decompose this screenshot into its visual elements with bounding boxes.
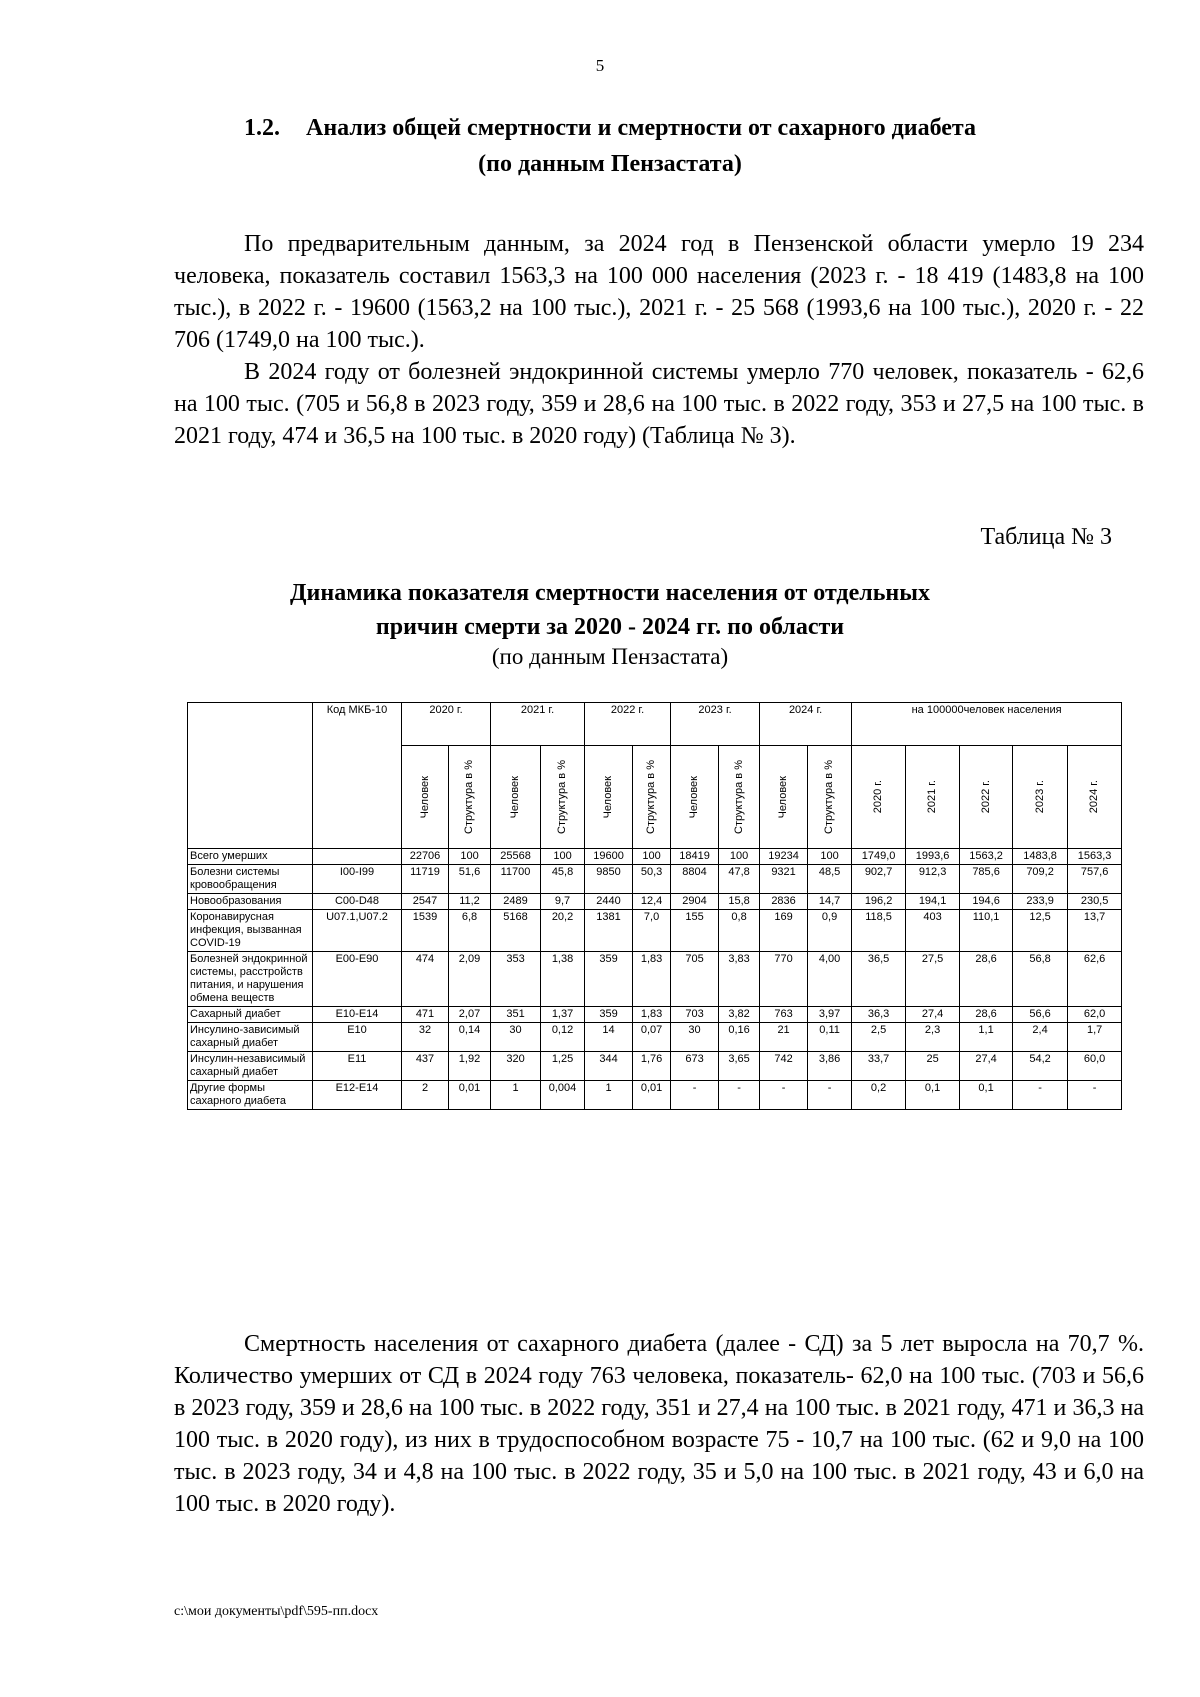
value-cell: 4,00	[808, 952, 852, 1007]
value-cell: 56,8	[1013, 952, 1068, 1007]
value-cell: 2836	[760, 894, 808, 910]
value-cell: 2,3	[906, 1023, 960, 1052]
value-cell: 1,25	[541, 1052, 585, 1081]
value-cell: 763	[760, 1007, 808, 1023]
value-cell: 0,12	[541, 1023, 585, 1052]
paragraph-text: В 2024 году от болезней эндокринной системы умерло 770 человек, показатель - 62,6 на 100 тыс. (705 и 56,8 в 2023 году, 359 и 28,6 на 100 тыс. в 2022 году, 353 и 27,5 на 100 тыс. в 2021 году, 474 и 36,5 на 100 тыс. в 2020 году) (Таблица № 3).	[174, 359, 1144, 449]
value-cell: 194,6	[960, 894, 1013, 910]
value-cell: 100	[449, 849, 491, 865]
paragraph-endocrine	[174, 356, 1144, 452]
value-cell: 54,2	[1013, 1052, 1068, 1081]
value-cell: 1563,3	[1068, 849, 1122, 865]
value-cell: 1,37	[541, 1007, 585, 1023]
value-cell: 47,8	[719, 865, 760, 894]
value-cell: 0,004	[541, 1081, 585, 1110]
value-cell: 48,5	[808, 865, 852, 894]
value-cell: 0,16	[719, 1023, 760, 1052]
table-row	[188, 952, 1122, 1007]
value-cell: 27,5	[906, 952, 960, 1007]
value-cell: 15,8	[719, 894, 760, 910]
table-title-line2: причин смерти за 2020 - 2024 гг. по области	[375, 614, 845, 640]
value-cell: 36,5	[852, 952, 906, 1007]
value-cell: 62,0	[1068, 1007, 1122, 1023]
table-title	[150, 576, 1070, 644]
value-cell: 1	[491, 1081, 541, 1110]
value-cell: 353	[491, 952, 541, 1007]
value-cell: 28,6	[960, 1007, 1013, 1023]
icd-code-cell: E11	[313, 1052, 402, 1081]
value-cell: 785,6	[960, 865, 1013, 894]
icd-code-cell: E10	[313, 1023, 402, 1052]
value-cell: 27,4	[960, 1052, 1013, 1081]
value-cell: 51,6	[449, 865, 491, 894]
value-cell: 19600	[585, 849, 633, 865]
value-cell: 1,83	[633, 1007, 671, 1023]
subheader-people: Человек	[671, 746, 719, 849]
value-cell: 3,65	[719, 1052, 760, 1081]
value-cell: 8804	[671, 865, 719, 894]
value-cell: 0,07	[633, 1023, 671, 1052]
value-cell: 2547	[402, 894, 449, 910]
cause-name-cell: Инсулин-независимый сахарный диабет	[188, 1052, 313, 1081]
value-cell: 36,3	[852, 1007, 906, 1023]
paragraph-text: Смертность населения от сахарного диабета (далее - СД) за 5 лет выросла на 70,7 %. Количество умерших от СД в 2024 году 763 человека, показатель- 62,0 на 100 тыс. (703 и 56,6 в 2023 году, 359 и 28,6 на 100 тыс. в 2022 году, 351 и 27,4 на 100 тыс. в 2021 году, 471 и 36,3 на 100 тыс. в 2020 году), из них в трудоспособном возрасте 75 - 10,7 на 100 тыс. (62 и 9,0 на 100 тыс. в 2023 году, 34 и 4,8 на 100 тыс. в 2022 году, 35 и 5,0 на 100 тыс. в 2021 году, 43 и 6,0 на 100 тыс. в 2020 году).	[174, 1331, 1144, 1517]
header-year: 2020 г.	[402, 703, 491, 746]
value-cell: 9321	[760, 865, 808, 894]
value-cell: 20,2	[541, 910, 585, 952]
value-cell: 45,8	[541, 865, 585, 894]
value-cell: 100	[808, 849, 852, 865]
value-cell: 21	[760, 1023, 808, 1052]
value-cell: 1749,0	[852, 849, 906, 865]
table-row	[188, 1023, 1122, 1052]
table-source: (по данным Пензастата)	[491, 644, 729, 669]
value-cell: 50,3	[633, 865, 671, 894]
subheader-rate-year: 2021 г.	[906, 746, 960, 849]
subheader-people: Человек	[491, 746, 541, 849]
value-cell: 11,2	[449, 894, 491, 910]
subheader-structure: Структура в %	[719, 746, 760, 849]
subheader-people: Человек	[585, 746, 633, 849]
value-cell: 194,1	[906, 894, 960, 910]
value-cell: 1,1	[960, 1023, 1013, 1052]
value-cell: 0,01	[633, 1081, 671, 1110]
value-cell: 9850	[585, 865, 633, 894]
mortality-table	[187, 702, 1122, 1110]
value-cell: 62,6	[1068, 952, 1122, 1007]
value-cell: 2,5	[852, 1023, 906, 1052]
value-cell: 11719	[402, 865, 449, 894]
value-cell: 709,2	[1013, 865, 1068, 894]
cause-name-cell: Болезни системы кровообращения	[188, 865, 313, 894]
value-cell: -	[760, 1081, 808, 1110]
icd-code-cell: C00-D48	[313, 894, 402, 910]
table-label: Таблица № 3	[980, 524, 1112, 550]
value-cell: 403	[906, 910, 960, 952]
table-row	[188, 894, 1122, 910]
value-cell: -	[671, 1081, 719, 1110]
value-cell: 0,11	[808, 1023, 852, 1052]
value-cell: 1,38	[541, 952, 585, 1007]
icd-code-cell: I00-I99	[313, 865, 402, 894]
section-title-line2: (по данным Пензастата)	[478, 151, 742, 177]
value-cell: -	[808, 1081, 852, 1110]
value-cell: 100	[541, 849, 585, 865]
value-cell: -	[719, 1081, 760, 1110]
header-year: 2024 г.	[760, 703, 852, 746]
value-cell: 11700	[491, 865, 541, 894]
header-year: 2021 г.	[491, 703, 585, 746]
table-row	[188, 849, 1122, 865]
value-cell: 60,0	[1068, 1052, 1122, 1081]
value-cell: 14	[585, 1023, 633, 1052]
value-cell: 1381	[585, 910, 633, 952]
value-cell: 12,5	[1013, 910, 1068, 952]
value-cell: 25568	[491, 849, 541, 865]
icd-code-cell	[313, 849, 402, 865]
value-cell: 3,86	[808, 1052, 852, 1081]
table-row	[188, 865, 1122, 894]
footer-file-path: c:\мои документы\pdf\595-пп.docx	[174, 1604, 379, 1619]
value-cell: 1	[585, 1081, 633, 1110]
subheader-people: Человек	[402, 746, 449, 849]
value-cell: 5168	[491, 910, 541, 952]
value-cell: 1483,8	[1013, 849, 1068, 865]
value-cell: 118,5	[852, 910, 906, 952]
value-cell: 230,5	[1068, 894, 1122, 910]
value-cell: 0,9	[808, 910, 852, 952]
value-cell: 1,92	[449, 1052, 491, 1081]
value-cell: 0,1	[906, 1081, 960, 1110]
subheader-rate-year: 2022 г.	[960, 746, 1013, 849]
value-cell: 0,01	[449, 1081, 491, 1110]
value-cell: 757,6	[1068, 865, 1122, 894]
value-cell: 474	[402, 952, 449, 1007]
value-cell: 3,97	[808, 1007, 852, 1023]
value-cell: 2,4	[1013, 1023, 1068, 1052]
value-cell: 320	[491, 1052, 541, 1081]
cause-name-cell: Новообразования	[188, 894, 313, 910]
value-cell: 14,7	[808, 894, 852, 910]
value-cell: 902,7	[852, 865, 906, 894]
value-cell: -	[1068, 1081, 1122, 1110]
value-cell: 2489	[491, 894, 541, 910]
subheader-rate-year: 2024 г.	[1068, 746, 1122, 849]
subheader-rate-year: 2020 г.	[852, 746, 906, 849]
subheader-structure: Структура в %	[633, 746, 671, 849]
value-cell: 2	[402, 1081, 449, 1110]
subheader-rate-year: 2023 г.	[1013, 746, 1068, 849]
cause-name-cell: Всего умерших	[188, 849, 313, 865]
cause-name-cell: Другие формы сахарного диабета	[188, 1081, 313, 1110]
header-per100k: на 100000человек населения	[852, 703, 1122, 746]
value-cell: 25	[906, 1052, 960, 1081]
subheader-structure: Структура в %	[449, 746, 491, 849]
header-year: 2023 г.	[671, 703, 760, 746]
value-cell: 12,4	[633, 894, 671, 910]
section-number: 1.2.	[244, 115, 280, 141]
value-cell: 1539	[402, 910, 449, 952]
header-year: 2022 г.	[585, 703, 671, 746]
paragraph-total-mortality	[174, 228, 1144, 356]
value-cell: 0,2	[852, 1081, 906, 1110]
value-cell: 2904	[671, 894, 719, 910]
section-title-line1: Анализ общей смертности и смертности от сахарного диабета	[306, 115, 976, 141]
value-cell: 437	[402, 1052, 449, 1081]
value-cell: 100	[719, 849, 760, 865]
value-cell: 2,07	[449, 1007, 491, 1023]
value-cell: 9,7	[541, 894, 585, 910]
subheader-people: Человек	[760, 746, 808, 849]
value-cell: 13,7	[1068, 910, 1122, 952]
value-cell: 1993,6	[906, 849, 960, 865]
value-cell: 110,1	[960, 910, 1013, 952]
value-cell: 351	[491, 1007, 541, 1023]
header-cause	[188, 703, 313, 849]
value-cell: 0,8	[719, 910, 760, 952]
value-cell: 344	[585, 1052, 633, 1081]
value-cell: 1,76	[633, 1052, 671, 1081]
value-cell: 18419	[671, 849, 719, 865]
value-cell: 673	[671, 1052, 719, 1081]
value-cell: 56,6	[1013, 1007, 1068, 1023]
table-body	[188, 849, 1122, 1110]
cause-name-cell: Болезней эндокринной системы, расстройств питания, и нарушения обмена веществ	[188, 952, 313, 1007]
value-cell: 19234	[760, 849, 808, 865]
value-cell: 196,2	[852, 894, 906, 910]
value-cell: 359	[585, 1007, 633, 1023]
value-cell: 6,8	[449, 910, 491, 952]
value-cell: 7,0	[633, 910, 671, 952]
icd-code-cell: U07.1,U07.2	[313, 910, 402, 952]
value-cell: 703	[671, 1007, 719, 1023]
table-row	[188, 1081, 1122, 1110]
icd-code-cell: E00-E90	[313, 952, 402, 1007]
value-cell: 33,7	[852, 1052, 906, 1081]
icd-code-cell: E10-E14	[313, 1007, 402, 1023]
value-cell: 3,83	[719, 952, 760, 1007]
value-cell: 1563,2	[960, 849, 1013, 865]
value-cell: 770	[760, 952, 808, 1007]
table-title-line1: Динамика показателя смертности населения от отдельных	[290, 580, 930, 606]
page-number: 5	[595, 56, 605, 75]
value-cell: 22706	[402, 849, 449, 865]
value-cell: 100	[633, 849, 671, 865]
value-cell: 32	[402, 1023, 449, 1052]
value-cell: 30	[671, 1023, 719, 1052]
value-cell: 359	[585, 952, 633, 1007]
cause-name-cell: Коронавирусная инфекция, вызванная COVID-19	[188, 910, 313, 952]
header-code: Код МКБ-10	[313, 703, 402, 849]
cause-name-cell: Инсулино-зависимый сахарный диабет	[188, 1023, 313, 1052]
value-cell: 3,82	[719, 1007, 760, 1023]
paragraph-diabetes	[174, 1328, 1144, 1520]
value-cell: -	[1013, 1081, 1068, 1110]
paragraph-text: По предварительным данным, за 2024 год в Пензенской области умерло 19 234 человека, показатель составил 1563,3 на 100 000 населения (2023 г. - 18 419 (1483,8 на 100 тыс.), в 2022 г. - 19600 (1563,2 на 100 тыс.), 2021 г. - 25 568 (1993,6 на 100 тыс.), 2020 г. - 22 706 (1749,0 на 100 тыс.).	[174, 231, 1144, 353]
table-row	[188, 1007, 1122, 1023]
cause-name-cell: Сахарный диабет	[188, 1007, 313, 1023]
table-row	[188, 1052, 1122, 1081]
subheader-structure: Структура в %	[808, 746, 852, 849]
value-cell: 742	[760, 1052, 808, 1081]
mortality-table-wrap	[187, 702, 1121, 1110]
value-cell: 155	[671, 910, 719, 952]
value-cell: 2440	[585, 894, 633, 910]
value-cell: 27,4	[906, 1007, 960, 1023]
subheader-structure: Структура в %	[541, 746, 585, 849]
value-cell: 0,1	[960, 1081, 1013, 1110]
value-cell: 0,14	[449, 1023, 491, 1052]
value-cell: 1,7	[1068, 1023, 1122, 1052]
icd-code-cell: E12-E14	[313, 1081, 402, 1110]
section-heading	[150, 110, 1070, 182]
value-cell: 1,83	[633, 952, 671, 1007]
value-cell: 2,09	[449, 952, 491, 1007]
table-row	[188, 910, 1122, 952]
value-cell: 30	[491, 1023, 541, 1052]
value-cell: 705	[671, 952, 719, 1007]
value-cell: 471	[402, 1007, 449, 1023]
value-cell: 233,9	[1013, 894, 1068, 910]
value-cell: 28,6	[960, 952, 1013, 1007]
value-cell: 912,3	[906, 865, 960, 894]
value-cell: 169	[760, 910, 808, 952]
